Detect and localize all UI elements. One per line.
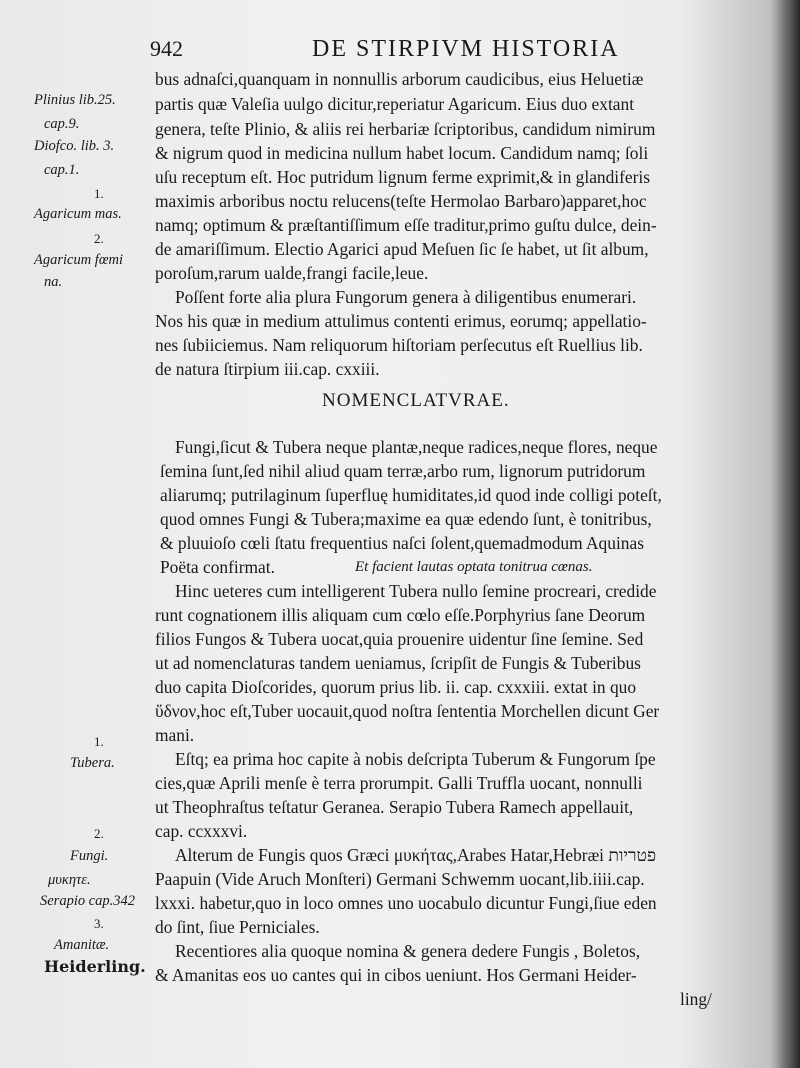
text-line: Nos his quæ in medium attulimus contenti erimus, eorumq; appellatio- [155, 311, 647, 331]
text-line: quod omnes Fungi & Tubera;maxime ea quæ edendo ſunt, è tonitribus, [160, 509, 652, 529]
text-line: de natura ſtirpium iii.cap. cxxiii. [155, 359, 380, 379]
margin-note: 3. [94, 916, 104, 931]
margin-note: Plinius lib.25. [34, 92, 116, 108]
text-line: Hinc ueteres cum intelligerent Tubera nullo ſemine procreari, credide [175, 581, 657, 601]
margin-note: Diofco. lib. 3. [34, 138, 115, 154]
margin-note: μυκητε. [48, 872, 91, 888]
page-number: 942 [150, 36, 183, 61]
text-line: runt cognationem illis aliquam cum cœlo eſſe.Porphyrius ſane Deorum [155, 605, 646, 625]
text-line: & pluuioſo cœli ſtatu frequentius naſci ſolent,quemadmodum Aquinas [160, 533, 644, 553]
margin-note: Amanitæ. [54, 937, 110, 953]
text-line: aliarumq; putrilaginum ſuperfluę humiditates,id quod inde colligi poteſt, [160, 485, 662, 505]
margin-note: Agaricum fœmi [34, 252, 124, 268]
margin-note: Heiderling. [44, 957, 146, 976]
text-line: uſu receptum eſt. Hoc putridum lignum ferme exprimit,& in glandiferis [155, 167, 651, 187]
margin-note: 2. [94, 826, 104, 841]
text-line: ut Theophraſtus teſtatur Geranea. Serapio Tubera Ramech appellauit, [155, 797, 634, 817]
text-line: ſemina ſunt,ſed nihil aliud quam terræ,arbo rum, lignorum putridorum [160, 461, 646, 481]
text-line: Alterum de Fungis quos Græci μυκήτας,Arabes Hatar,Hebræi פטריות [175, 845, 657, 865]
quote-line: Et facient lautas optata tonitrua cœnas. [355, 559, 593, 575]
margin-note: 1. [94, 186, 104, 201]
text-line: de amariſſimum. Electio Agarici apud Meſuen ſic ſe habet, ut ſit album, [155, 239, 649, 259]
text-line: Paapuin (Vide Aruch Monſteri) Germani Schwemm uocant,lib.iiii.cap. [155, 869, 645, 889]
text-line: mani. [155, 725, 195, 745]
text-line: Recentiores alia quoque nomina & genera dedere Fungis , Boletos, [175, 941, 641, 961]
margin-note: Agaricum mas. [34, 206, 122, 222]
text-line: bus adnaſci,quanquam in nonnullis arborum caudicibus, eius Heluetiæ [155, 69, 644, 89]
text-line: & nigrum quod in medicina nullum habet locum. Candidum namq; ſoli [155, 143, 649, 163]
margin-note: cap.1. [44, 162, 80, 178]
text-line: poroſum,rarum ualde,frangi facile,leue. [155, 263, 429, 283]
margin-note: cap.9. [44, 116, 80, 132]
page-gutter-shadow [770, 0, 800, 1068]
text-line: partis quæ Valeſia uulgo dicitur,reperiatur Agaricum. Eius duo extant [155, 94, 635, 114]
margin-note: 2. [94, 231, 104, 246]
text-line: nes ſubiiciemus. Nam reliquorum hiſtoriam perſecutus eſt Ruellius lib. [155, 335, 643, 355]
text-line: ling/ [680, 989, 712, 1009]
text-line: cies,quæ Aprili menſe è terra prorumpit. Galli Truffla uocant, nonnulli [155, 773, 643, 793]
text-line: Fungi,ſicut & Tubera neque plantæ,neque radices,neque flores, neque [175, 437, 658, 457]
section-title: NOMENCLATVRAE. [322, 390, 510, 411]
text-line: duo capita Dioſcorides, quorum prius lib. ii. cap. cxxxiii. extat in quo [155, 677, 637, 697]
text-line: maximis arboribus noctu relucens(teſte Hermolao Barbaro)apparet,hoc [155, 191, 647, 211]
text-line: cap. ccxxxvi. [155, 821, 248, 841]
text-line: lxxxi. habetur,quo in loco omnes uno uocabulo dicuntur Fungi,ſiue eden [155, 893, 657, 913]
margin-note: Serapio cap.342 [40, 893, 136, 909]
text-line: do ſint, ſiue Perniciales. [155, 917, 320, 937]
margin-note: na. [44, 274, 63, 290]
margin-note: 1. [94, 734, 104, 749]
margin-note: Fungi. [70, 848, 109, 864]
text-line: ὕδνον,hoc eſt,Tuber uocauit,quod noſtra ſententia Morchellen dicunt Ger [155, 701, 660, 721]
running-title: DE STIRPIVM HISTORIA [312, 36, 620, 62]
text-line: genera, teſte Plinio, & aliis rei herbariæ ſcriptoribus, candidum nimirum [155, 119, 656, 139]
text-line: & Amanitas eos uo cantes qui in cibos ueniunt. Hos Germani Heider- [155, 965, 637, 985]
text-line: Eſtq; ea prima hoc capite à nobis deſcripta Tuberum & Fungorum ſpe [175, 749, 656, 769]
text-line: filios Fungos & Tubera uocat,quia prouenire uidentur ſine ſemine. Sed [155, 629, 644, 649]
text-line: Poſſent forte alia plura Fungorum genera à diligentibus enumerari. [175, 287, 637, 307]
text-line: namq; optimum & præſtantiſſimum eſſe traditur,primo guſtu dulce, dein- [155, 215, 657, 235]
margin-note: Tubera. [70, 755, 115, 771]
text-line: ut ad nomenclaturas tandem ueniamus, ſcripſit de Fungis & Tuberibus [155, 653, 641, 673]
text-line: Poëta confirmat. [160, 557, 275, 577]
